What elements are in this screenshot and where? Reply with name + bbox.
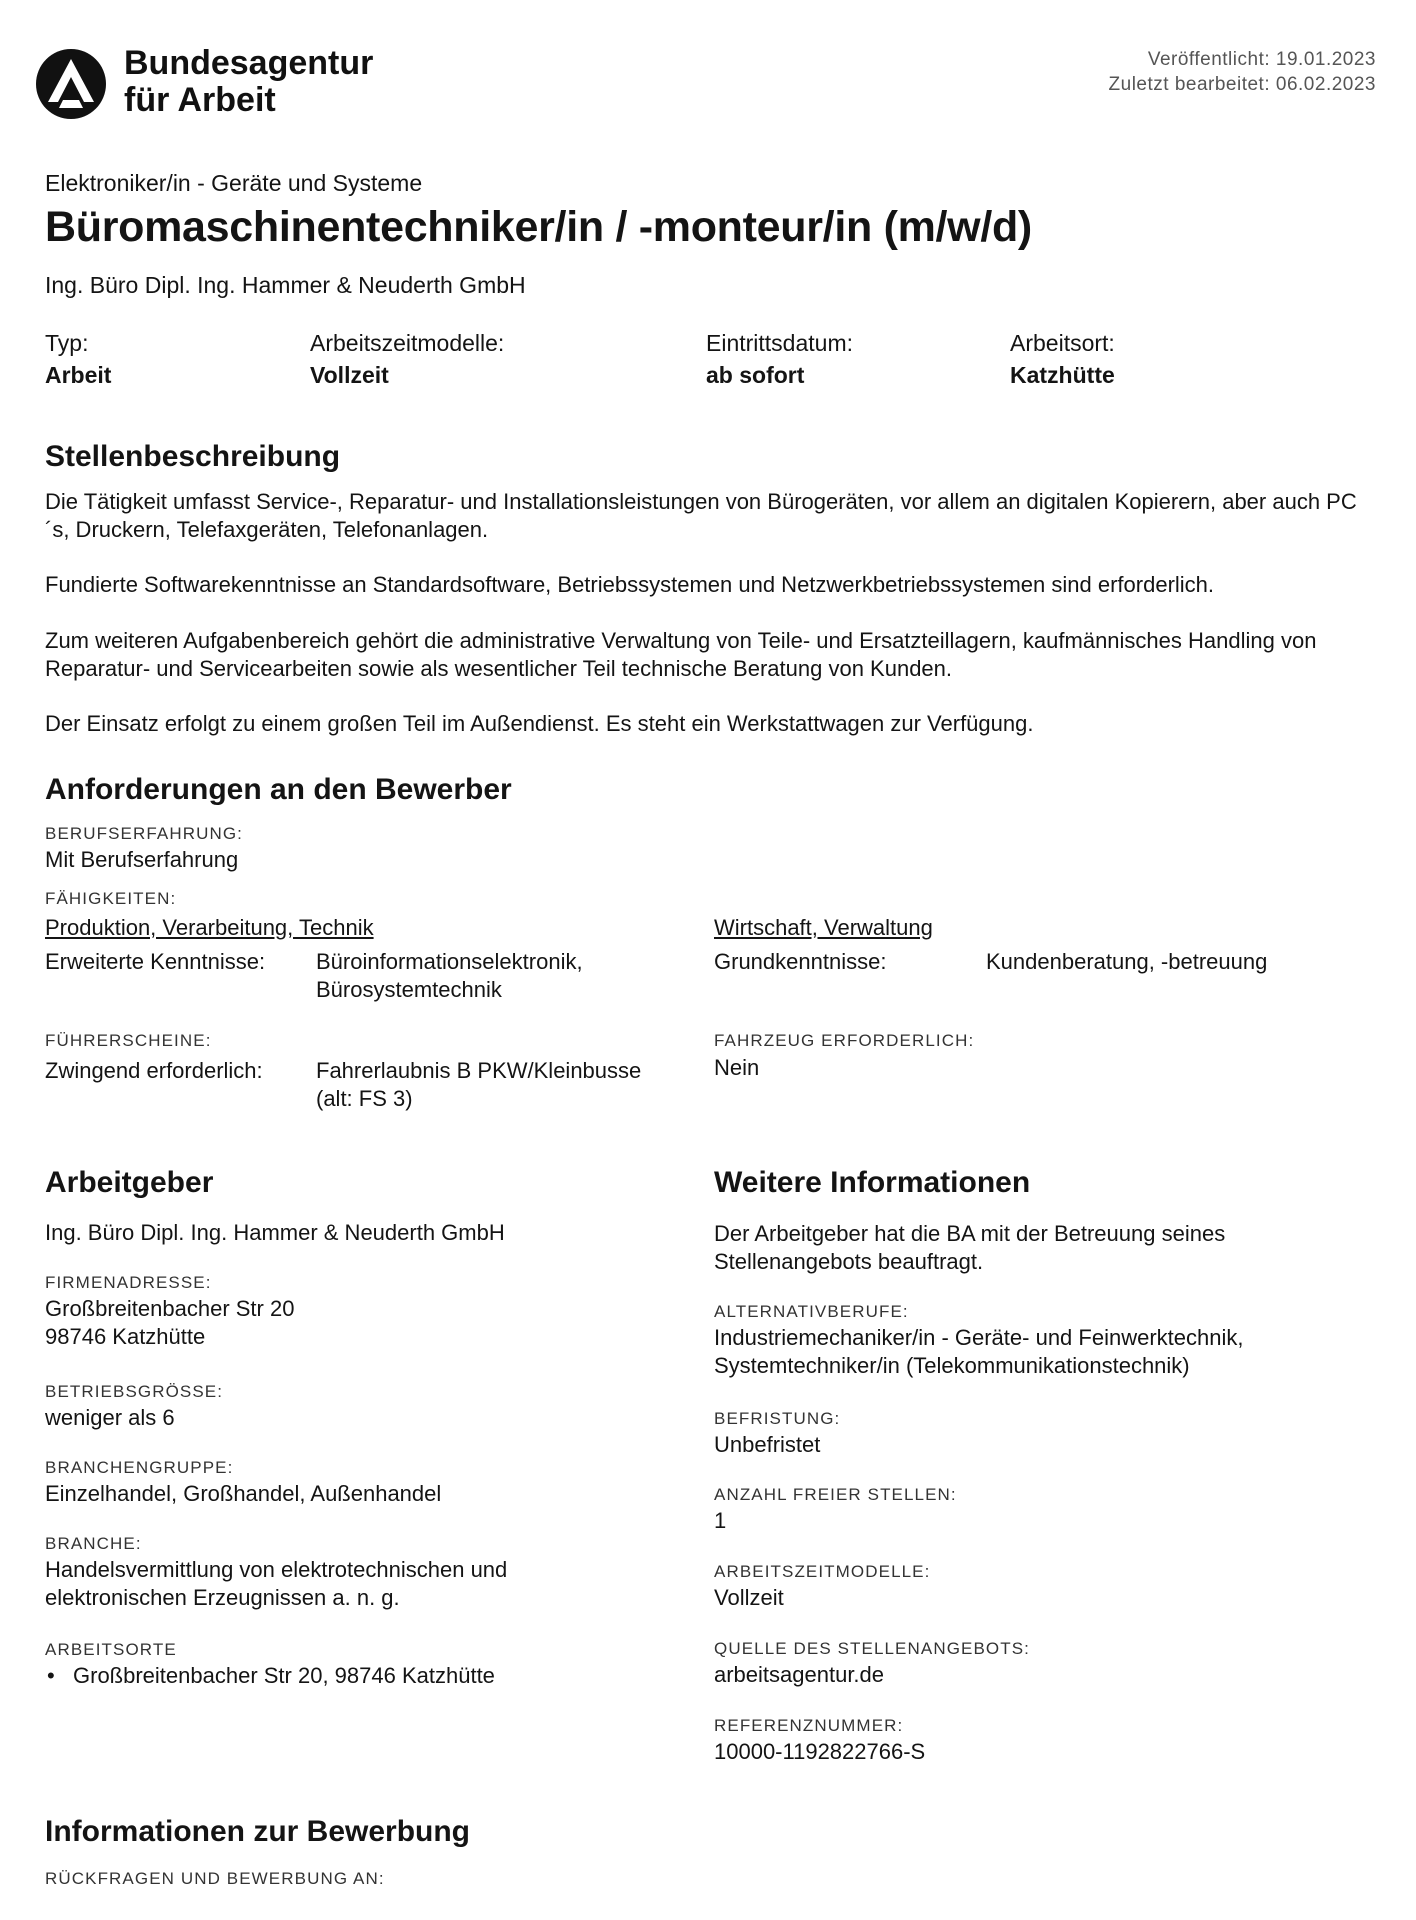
term-value: Unbefristet: [714, 1432, 821, 1457]
fact-location: Arbeitsort: Katzhütte: [1010, 330, 1115, 388]
company-name: Ing. Büro Dipl. Ing. Hammer & Neuderth GmbH: [45, 272, 526, 298]
job-category: Elektroniker/in - Geräte und Systeme: [45, 170, 423, 196]
address-value: Großbreitenbacher Str 20 98746 Katzhütte: [45, 1296, 295, 1349]
industry-label: BRANCHE:: [45, 1534, 142, 1553]
work-model-label: ARBEITSZEITMODELLE:: [714, 1562, 931, 1581]
source-label: QUELLE DES STELLENANGEBOTS:: [714, 1639, 1030, 1658]
skills-label: FÄHIGKEITEN:: [45, 889, 177, 908]
reference-value: 10000-1192822766-S: [714, 1739, 926, 1764]
term-label: BEFRISTUNG:: [714, 1409, 841, 1428]
skill-items: Büroinformationselektronik, Bürosystemtechnik: [316, 949, 583, 1002]
edited-date: Zuletzt bearbeitet: 06.02.2023: [1108, 74, 1376, 95]
fact-type: Typ: Arbeit: [45, 330, 112, 388]
industry-group-label: BRANCHENGRUPPE:: [45, 1458, 234, 1477]
list-item: • Großbreitenbacher Str 20, 98746 Katzhütte: [45, 1662, 495, 1690]
more-info-note: Der Arbeitgeber hat die BA mit der Betreuung seines Stellenangebots beauftragt.: [714, 1221, 1226, 1274]
license-level: Zwingend erforderlich:: [45, 1058, 263, 1083]
description-paragraph: Zum weiteren Aufgabenbereich gehört die administrative Verwaltung von Teile- und Ersatzteillagern, kaufmännisches Handling von Reparatur- und Servicearbeiten sowie als wesentlicher Teil technische Beratung von Kunden.: [45, 628, 1317, 681]
requirements-heading: Anforderungen an den Bewerber: [45, 773, 512, 806]
source-value: arbeitsagentur.de: [714, 1662, 885, 1687]
work-locations-label: ARBEITSORTE: [45, 1640, 177, 1659]
reference-label: REFERENZNUMMER:: [714, 1716, 904, 1735]
description-heading: Stellenbeschreibung: [45, 440, 341, 473]
positions-value: 1: [714, 1508, 727, 1533]
brand-name: Bundesagentur für Arbeit: [124, 44, 374, 119]
alternative-jobs-label: ALTERNATIVBERUFE:: [714, 1302, 909, 1321]
employer-heading: Arbeitgeber: [45, 1166, 214, 1199]
experience-label: BERUFSERFAHRUNG:: [45, 824, 244, 843]
publication-meta: [1109, 47, 1376, 97]
more-info-heading: Weitere Informationen: [714, 1166, 1031, 1199]
industry-group-value: Einzelhandel, Großhandel, Außenhandel: [45, 1481, 442, 1506]
ba-logo-icon: [35, 48, 107, 120]
license-value: Fahrerlaubnis B PKW/Kleinbusse (alt: FS 3): [316, 1058, 642, 1111]
company-size-label: BETRIEBSGRÖSSE:: [45, 1382, 224, 1401]
page-title: Büromaschinentechniker/in / -monteur/in (m/w/d): [45, 203, 1032, 251]
skill-items: Kundenberatung, -betreuung: [986, 949, 1268, 974]
description-paragraph: Die Tätigkeit umfasst Service-, Reparatur- und Installationsleistungen von Bürogeräten, vor allem an digitalen Kopierern, aber auch PC´s, Druckern, Telefaxgeräten, Telefonanlagen.: [45, 489, 1357, 542]
positions-label: ANZAHL FREIER STELLEN:: [714, 1485, 957, 1504]
address-label: FIRMENADRESSE:: [45, 1273, 212, 1292]
fact-work-model: Arbeitszeitmodelle: Vollzeit: [310, 330, 505, 388]
company-size-value: weniger als 6: [45, 1405, 175, 1430]
work-model-value: Vollzeit: [714, 1585, 784, 1610]
fact-start-date: Eintrittsdatum: ab sofort: [706, 330, 853, 388]
industry-value: Handelsvermittlung von elektrotechnischen und elektronischen Erzeugnissen a. n. g.: [45, 1557, 508, 1610]
contact-label: RÜCKFRAGEN UND BEWERBUNG AN:: [45, 1869, 385, 1888]
employer-name: Ing. Büro Dipl. Ing. Hammer & Neuderth GmbH: [45, 1220, 505, 1245]
skill-level: Grundkenntnisse:: [714, 949, 887, 974]
vehicle-label: FAHRZEUG ERFORDERLICH:: [714, 1031, 975, 1050]
vehicle-value: Nein: [714, 1055, 760, 1080]
published-date: Veröffentlicht: 19.01.2023: [1147, 49, 1376, 70]
license-label: FÜHRERSCHEINE:: [45, 1031, 212, 1050]
experience-value: Mit Berufserfahrung: [45, 847, 239, 872]
application-heading: Informationen zur Bewerbung: [45, 1815, 471, 1848]
description-paragraph: Der Einsatz erfolgt zu einem großen Teil im Außendienst. Es steht ein Werkstattwagen zur Verfügung.: [45, 711, 1034, 736]
skill-group-title: Wirtschaft, Verwaltung: [714, 915, 933, 940]
skill-level: Erweiterte Kenntnisse:: [45, 949, 266, 974]
alternative-jobs-value: Industriemechaniker/in - Geräte- und Feinwerktechnik, Systemtechniker/in (Telekommunikationstechnik): [714, 1325, 1244, 1378]
skill-group-title: Produktion, Verarbeitung, Technik: [45, 915, 374, 940]
description-paragraph: Fundierte Softwarekenntnisse an Standardsoftware, Betriebssystemen und Netzwerkbetriebssystemen sind erforderlich.: [45, 572, 1215, 597]
